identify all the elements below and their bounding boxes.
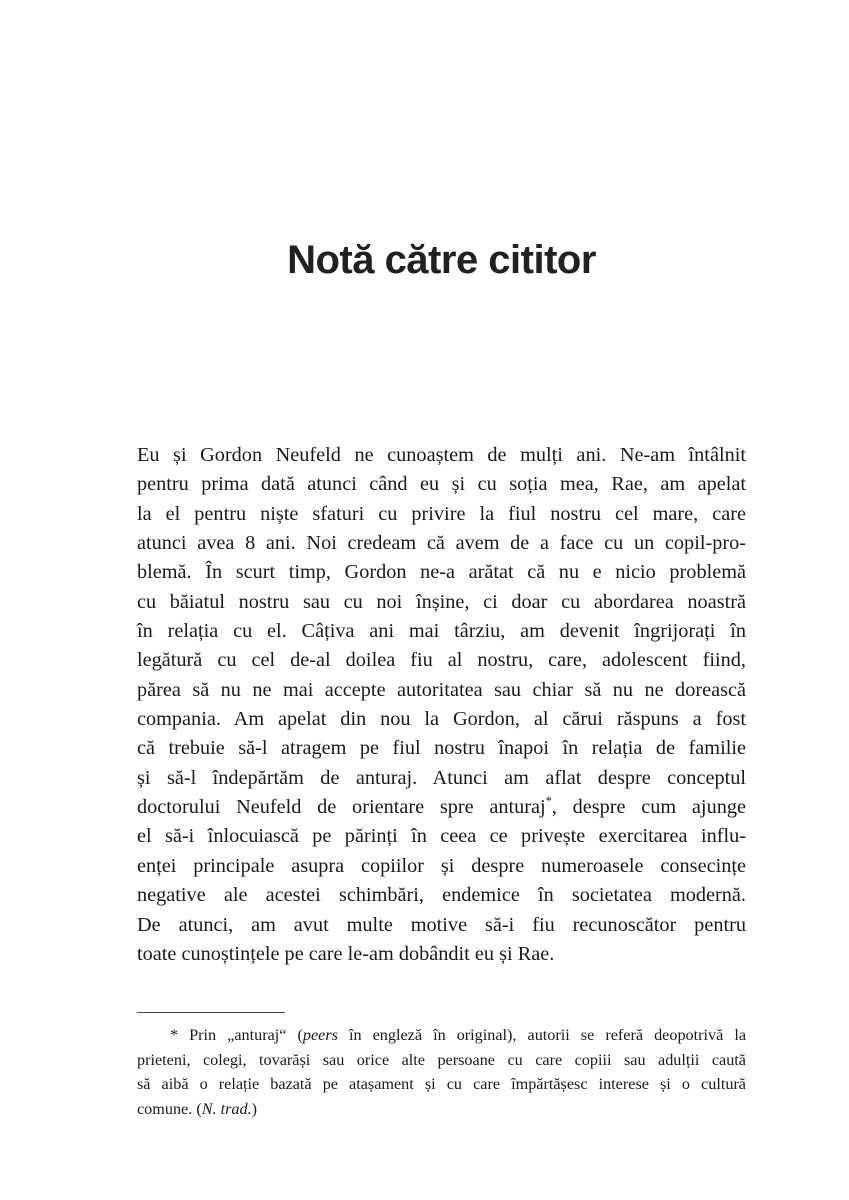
text-line: pentru prima dată atunci când eu și cu soția mea, Rae, am apelat (137, 473, 746, 496)
text-line: cu băiatul nostru sau cu noi înșine, ci doar cu abordarea noastră (137, 590, 746, 613)
text-line: să aibă o relație bazată pe atașament și cu care împărtășesc interese și o cultură (137, 1075, 746, 1094)
title-block (137, 236, 746, 284)
text-line: legătură cu cel de-al doilea fiu al nostru, care, adolescent fiind, (137, 649, 746, 672)
text-line: toate cunoștințele pe care le-am dobândit eu și Rae. (137, 942, 555, 965)
text-line: și să-l îndepărtăm de anturaj. Atunci am aflat despre conceptul (137, 766, 746, 789)
text-line: blemă. În scurt timp, Gordon ne-a arătat că nu e nicio problemă (137, 561, 746, 584)
text-line: în relația cu el. Câțiva ani mai târziu, am devenit îngrijorați în (137, 620, 746, 643)
text-line: enței principale asupra copiilor și despre numeroasele consecințe (137, 854, 746, 877)
text-line: că trebuie să-l atragem pe fiul nostru înapoi în relația de familie (137, 737, 746, 760)
body-paragraph (137, 441, 746, 969)
text-line: prieteni, colegi, tovarăși sau orice alte persoane cu care copiii sau adulții caută (137, 1050, 746, 1069)
text-line: Eu și Gordon Neufeld ne cunoaștem de mulți ani. Ne-am întâlnit (137, 444, 746, 466)
text-line: părea să nu ne mai accepte autoritatea sau chiar să nu ne dorească (137, 678, 746, 701)
text-line: el să-i înlocuiască pe părinți în ceea ce privește exercitarea influ- (137, 825, 746, 848)
chapter-title: Notă către cititor (287, 238, 596, 282)
footnote-separator (137, 1012, 285, 1013)
text-line: * Prin „anturaj“ (peers în engleză în original), autorii se referă deopotrivă la (170, 1026, 747, 1044)
text-line: compania. Am apelat din nou la Gordon, al cărui răspuns a fost (137, 708, 746, 731)
text-line: atunci avea 8 ani. Noi credeam că avem de a face cu un copil-pro- (137, 532, 746, 555)
footnote (137, 1023, 746, 1121)
text-line: comune. (N. trad.) (137, 1099, 258, 1118)
text-line: negative ale acestei schimbări, endemice în societatea modernă. (137, 884, 746, 907)
text-line: De atunci, am avut multe motive să-i fiu recunoscător pentru (137, 913, 746, 936)
text-line: doctorului Neufeld de orientare spre anturaj*, despre cum ajunge (137, 794, 746, 819)
text-line: la el pentru niște sfaturi cu privire la fiul nostru cel mare, care (137, 502, 746, 525)
